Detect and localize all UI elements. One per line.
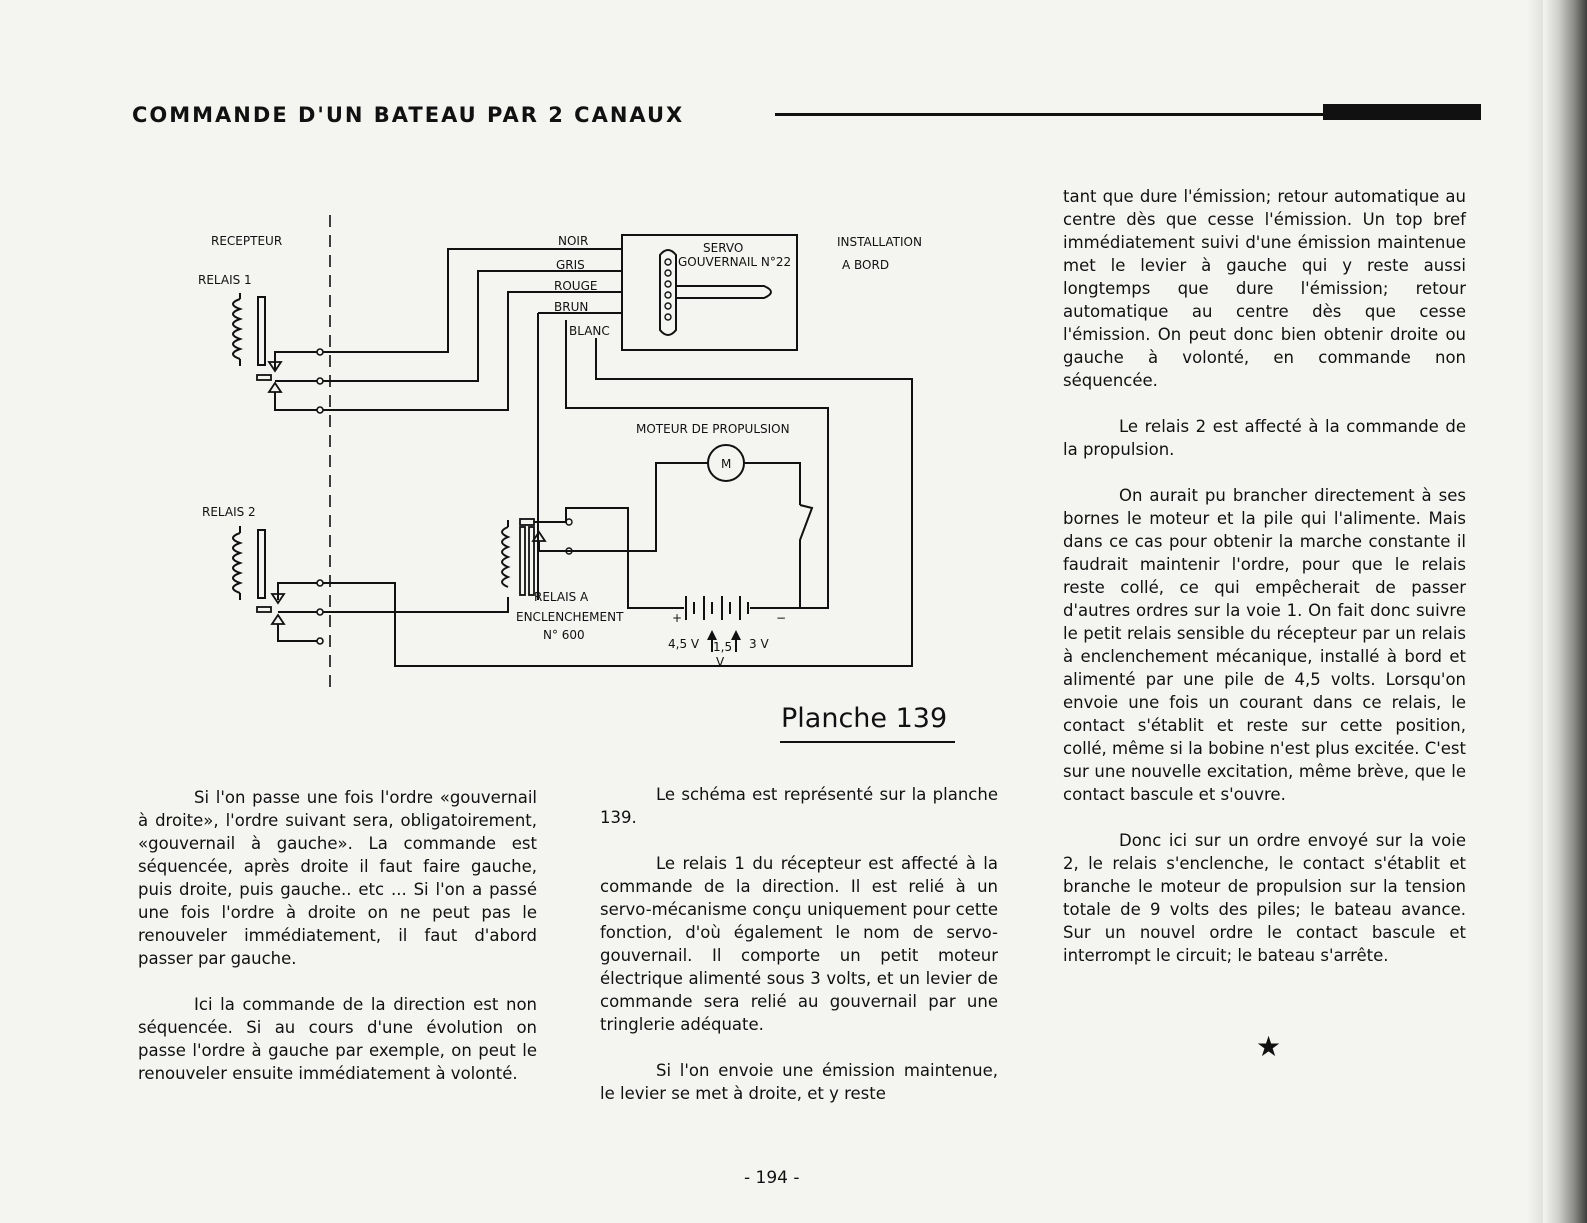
label-recepteur: RECEPTEUR — [211, 234, 283, 248]
label-relais-a: RELAIS A — [534, 590, 589, 604]
page-gutter-fade — [1527, 0, 1543, 1223]
relay-1-contacts — [269, 349, 323, 413]
star-icon: ★ — [1256, 1030, 1282, 1063]
relay-2-wire-mid — [323, 597, 508, 612]
label-4-5v: 4,5 V — [668, 637, 700, 651]
text-column-left — [138, 786, 537, 1108]
relay-2-coil — [233, 526, 271, 612]
propulsion-motor — [708, 445, 744, 481]
paragraph: Si l'on envoie une émission maintenue, le levier se met à droite, et y reste — [600, 1061, 998, 1103]
relay-1-coil — [233, 293, 271, 380]
relay-2-wire-top — [323, 583, 395, 612]
label-n600: N° 600 — [543, 628, 585, 642]
text-column-right — [1063, 185, 1466, 990]
circuit-diagram — [0, 0, 1000, 720]
label-gris: GRIS — [556, 258, 585, 272]
text-column-middle — [600, 783, 998, 1128]
label-1-5-v: V — [716, 655, 725, 669]
servo-wires — [323, 249, 912, 666]
paragraph: Le schéma est représenté sur la planche 139. — [600, 785, 998, 827]
chapter-title: COMMANDE D'UN BATEAU PAR 2 CANAUX — [132, 103, 685, 127]
label-servo: SERVO — [703, 241, 744, 255]
label-1-5: 1,5 — [713, 640, 733, 654]
label-installation: INSTALLATION — [837, 235, 922, 249]
paragraph: Si l'on passe une fois l'ordre «gouvernail à droite», l'ordre suivant sera, obligatoirement, «gouvernail à gauche». La commande est séquencée, après droite il faut faire gauche, puis droite, puis gauche.. etc ... Si l'on a passé une fois l'ordre à droite on ne peut pas le renouveler immédiatement, il faut d'abord passer par gauche. — [138, 788, 537, 968]
planche-caption-underline — [780, 741, 955, 743]
paragraph: Ici la commande de la direction est non séquencée. Si au cours d'une évolution on passe l'ordre à gauche par exemple, on peut le renouveler ensuite immédiatement à volonté. — [138, 995, 537, 1083]
motor-symbol: M — [721, 457, 732, 471]
paragraph: Le relais 2 est affecté à la commande de la propulsion. — [1063, 417, 1466, 459]
label-servo-gouvernail: GOUVERNAIL N°22 — [678, 255, 792, 269]
label-rouge: ROUGE — [554, 279, 598, 293]
label-relais-2: RELAIS 2 — [202, 505, 256, 519]
battery-minus-sign: − — [776, 611, 787, 625]
page-number: - 194 - — [744, 1168, 800, 1188]
label-moteur: MOTEUR DE PROPULSION — [636, 422, 790, 436]
page-gutter-shadow — [1543, 0, 1587, 1223]
label-brun: BRUN — [554, 300, 589, 314]
paragraph: Donc ici sur un ordre envoyé sur la voie 2, le relais s'enclenche, le contact s'établit et branche le moteur de propulsion sur la tension totale de 9 volts des piles; le bateau avance. Sur un nouvel ordre le contact bascule et interrompt le circuit; le bateau s'arrête. — [1063, 831, 1466, 965]
paragraph: tant que dure l'émission; retour automatique au centre dès que cesse l'émission. Un top bref immédiatement suivi d'une émission maintenue met le levier à gauche qui y reste aussi longtemps que dure l'émission; retour automatique au centre dès que cesse l'émission. On peut donc bien obtenir droite ou gauche à volonté, en commande non séquencée. — [1063, 187, 1466, 390]
battery-plus-sign: + — [672, 611, 683, 625]
label-noir: NOIR — [558, 234, 589, 248]
relay-2-contacts — [272, 580, 323, 644]
label-relais-1: RELAIS 1 — [198, 273, 252, 287]
paragraph: On aurait pu brancher directement à ses bornes le moteur et la pile qui l'alimente. Mais dans ce cas pour obtenir la marche constante il faudrait maintenir l'ordre, pour que le relais reste collé, ce qui empêcherait de passer d'autres ordres sur la voie 1. On fait donc suivre le petit relais sensible du récepteur par un relais à enclenchement mécanique, installé à bord et alimenté par une pile de 4,5 volts. Lorsqu'on envoie une fois un courant dans ce relais, le contact s'établit et reste sur cette position, collé, même si la bobine n'est plus excitée. C'est sur une nouvelle excitation, même brève, que le contact bascule et s'ouvre. — [1063, 486, 1466, 804]
header-rule-block — [1323, 104, 1481, 120]
label-3v: 3 V — [749, 637, 769, 651]
label-enclenchement: ENCLENCHEMENT — [516, 610, 624, 624]
label-a-bord: A BORD — [842, 258, 890, 272]
motor-wire-right — [744, 463, 800, 505]
label-blanc: BLANC — [569, 324, 610, 338]
motor-switch — [800, 505, 812, 608]
planche-caption: Planche 139 — [781, 703, 948, 734]
paragraph: Le relais 1 du récepteur est affecté à la commande de la direction. Il est relié à un servo-mécanisme conçu uniquement pour cette fonction, d'où également le nom de servo-gouvernail. Il comporte un petit moteur électrique alimenté sous 3 volts, et un levier de commande sera relié au gouvernail par une tringlerie adéquate. — [600, 854, 998, 1034]
